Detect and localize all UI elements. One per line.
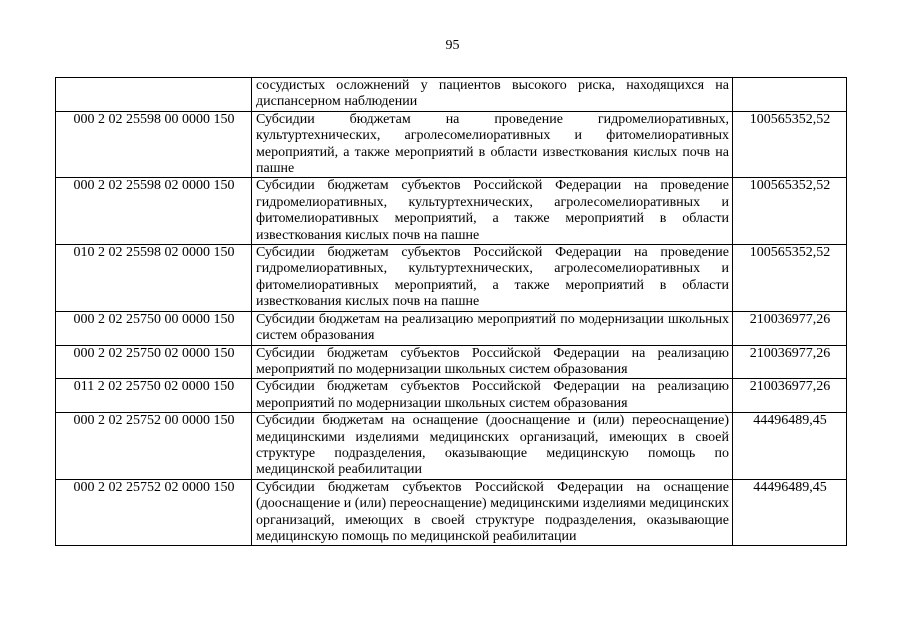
- amount-cell: 100565352,52: [733, 111, 847, 178]
- budget-code-cell: 000 2 02 25752 02 0000 150: [56, 479, 252, 546]
- table-row: [56, 245, 847, 312]
- table-row: [56, 479, 847, 546]
- description-cell: Субсидии бюджетам на оснащение (дооснащение и (или) переоснащение) медицинскими изделиями медицинских организаций, имеющих в своей структуре подразделения, оказывающие медицинскую помощь по медицинской реабилитации: [252, 413, 733, 480]
- table-row: [56, 379, 847, 413]
- amount-cell: 210036977,26: [733, 311, 847, 345]
- description-cell: Субсидии бюджетам субъектов Российской Федерации на реализацию мероприятий по модернизации школьных систем образования: [252, 345, 733, 379]
- amount-cell: 100565352,52: [733, 245, 847, 312]
- description-cell: сосудистых осложнений у пациентов высокого риска, находящихся на диспансерном наблюдении: [252, 78, 733, 112]
- budget-code-cell: 000 2 02 25598 00 0000 150: [56, 111, 252, 178]
- table-row: [56, 413, 847, 480]
- amount-cell: [733, 78, 847, 112]
- description-cell: Субсидии бюджетам на проведение гидромелиоративных, культуртехнических, агролесомелиоративных и фитомелиоративных мероприятий, а также мероприятий в области известкования кислых почв на пашне: [252, 111, 733, 178]
- budget-code-cell: 010 2 02 25598 02 0000 150: [56, 245, 252, 312]
- budget-code-cell: 000 2 02 25750 00 0000 150: [56, 311, 252, 345]
- description-cell: Субсидии бюджетам субъектов Российской Федерации на оснащение (дооснащение и (или) переоснащение) медицинскими изделиями медицинских организаций, имеющих в своей структуре подразделения, оказывающие медицинскую помощь по медицинской реабилитации: [252, 479, 733, 546]
- amount-cell: 44496489,45: [733, 479, 847, 546]
- table-row: [56, 111, 847, 178]
- amount-cell: 100565352,52: [733, 178, 847, 245]
- description-cell: Субсидии бюджетам на реализацию мероприятий по модернизации школьных систем образования: [252, 311, 733, 345]
- budget-revenue-table: [55, 77, 847, 546]
- budget-code-cell: 000 2 02 25598 02 0000 150: [56, 178, 252, 245]
- table-row: [56, 78, 847, 112]
- amount-cell: 44496489,45: [733, 413, 847, 480]
- description-cell: Субсидии бюджетам субъектов Российской Федерации на проведение гидромелиоративных, культуртехнических, агролесомелиоративных и фитомелиоративных мероприятий, а также мероприятий в области известкования кислых почв на пашне: [252, 245, 733, 312]
- description-cell: Субсидии бюджетам субъектов Российской Федерации на реализацию мероприятий по модернизации школьных систем образования: [252, 379, 733, 413]
- amount-cell: 210036977,26: [733, 345, 847, 379]
- budget-code-cell: 000 2 02 25752 00 0000 150: [56, 413, 252, 480]
- budget-code-cell: 011 2 02 25750 02 0000 150: [56, 379, 252, 413]
- budget-code-cell: [56, 78, 252, 112]
- table-row: [56, 345, 847, 379]
- description-cell: Субсидии бюджетам субъектов Российской Федерации на проведение гидромелиоративных, культуртехнических, агролесомелиоративных и фитомелиоративных мероприятий, а также мероприятий в области известкования кислых почв на пашне: [252, 178, 733, 245]
- page-number: 95: [445, 38, 460, 53]
- amount-cell: 210036977,26: [733, 379, 847, 413]
- table-row: [56, 178, 847, 245]
- table-row: [56, 311, 847, 345]
- budget-code-cell: 000 2 02 25750 02 0000 150: [56, 345, 252, 379]
